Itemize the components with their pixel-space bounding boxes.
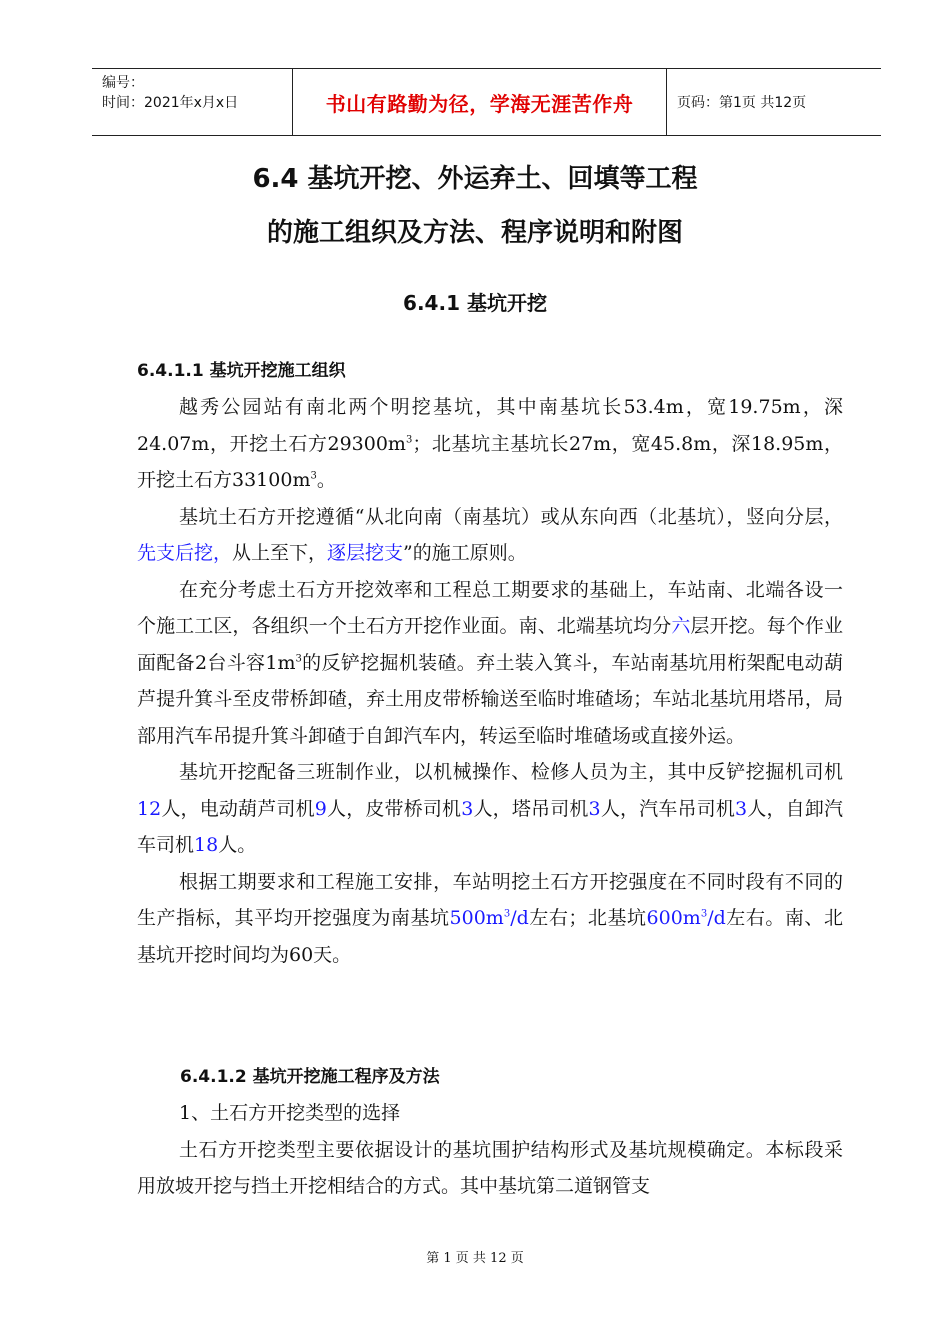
doc-title-line2: 的施工组织及方法、程序说明和附图: [266, 218, 683, 248]
section-heading: 6.4.1 基坑开挖: [403, 291, 547, 315]
body-text-block-2: [137, 1095, 843, 1205]
subsection-heading-2: 6.4.1.2 基坑开挖施工程序及方法: [180, 1067, 440, 1087]
paragraph-5: 根据工期要求和工程施工安排，车站明挖土石方开挖强度在不同时段有不同的生产指标，其平均开挖强度为南基坑$500m^3/d$左右；北基坑$600m^3/d$左右。南、北基坑开挖时间均为60天。: [137, 870, 843, 966]
paragraph-2: 基坑土石方开挖遵循“从北向南（南基坑）或从东向西（北基坑），竖向分层，先支后挖，从上至下，逐层挖支”的施工原则。: [137, 505, 843, 564]
page-header: [92, 68, 881, 136]
doc-title-line1: 6.4 基坑开挖、外运弃土、回填等工程: [252, 164, 698, 194]
header-meta: [92, 69, 293, 135]
paragraph-3: 在充分考虑土石方开挖效率和工程总工期要求的基础上，车站南、北端各设一个施工工区，各组织一个土石方开挖作业面。南、北端基坑均分六层开挖。每个作业面配备2台斗容$1m^3$的反铲挖掘机装碴。弃土装入箕斗，车站南基坑用桁架配电动葫芦提升箕斗至皮带桥卸碴，弃土用皮带桥输送至临时堆碴场；车站北基坑用塔吊，局部用汽车吊提升箕斗卸碴于自卸汽车内，转运至临时堆碴场或直接外运。: [137, 578, 843, 747]
header-page-label: 页码：第1页 共12页: [677, 95, 807, 111]
header-motto: 书山有路勤为径，学海无涯苦作舟: [293, 69, 667, 135]
subsection-heading-1: 6.4.1.1 基坑开挖施工组织: [137, 361, 346, 381]
paragraph-6: 1、土石方开挖类型的选择: [179, 1102, 401, 1124]
paragraph-4: 基坑开挖配备三班制作业，以机械操作、检修人员为主，其中反铲挖掘机司机12人，电动葫芦司机9人，皮带桥司机3人，塔吊司机3人，汽车吊司机3人，自卸汽车司机18人。: [137, 761, 843, 856]
page-footer: 第 1 页 共 12 页: [426, 1251, 524, 1266]
paragraph-1: 越秀公园站有南北两个明挖基坑，其中南基坑长53.4m，宽19.75m，深24.07m，开挖土石方$29300m^3$；北基坑主基坑长27m，宽45.8m，深18.95m，开挖土石方$33100m^3$。: [137, 396, 843, 491]
body-text-block-1: [137, 389, 843, 973]
serial-label: 编号：: [102, 75, 144, 91]
time-label: 时间：2021年x月x日: [102, 95, 239, 111]
paragraph-7: 土石方开挖类型主要依据设计的基坑围护结构形式及基坑规模确定。本标段采用放坡开挖与挡土开挖相结合的方式。其中基坑第二道钢管支: [137, 1138, 843, 1197]
